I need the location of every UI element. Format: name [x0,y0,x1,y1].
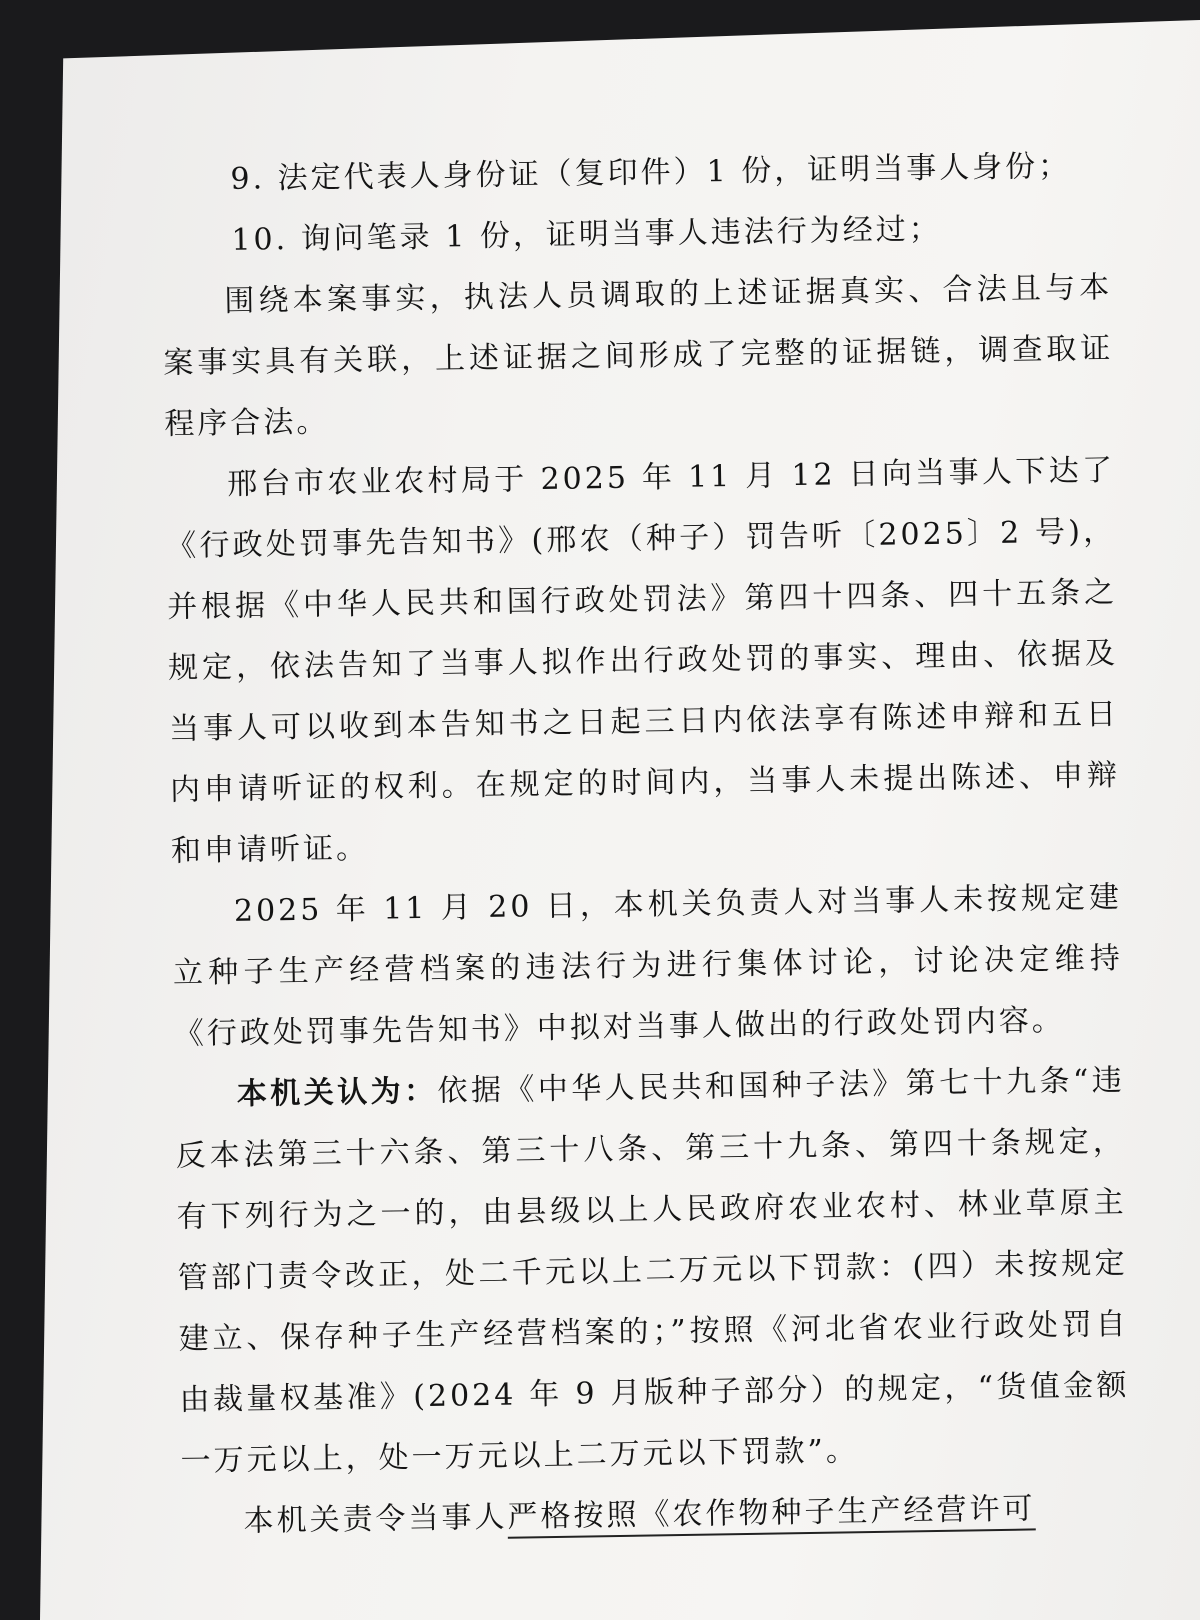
evidence-item-10: 10. 询问笔录 1 份，证明当事人违法行为经过； [231,211,943,258]
paragraph-prior-notice: 邢台市农业农村局于 2025 年 11 月 12 日向当事人下达了《行政处罚事先告知书》(邢农（种子）罚告听〔2025〕2 号)，并根据《中华人民共和国行政处罚法》第四十四条、四十五条之规定，依法告知了当事人拟作出行政处罚的事实、理由、依据及当事人可以收到本告知书之日起三日内依法享有陈述申辩和五日内申请听证的权利。在规定的时间内，当事人未提出陈述、申辩和申请听证。 [165,453,1121,869]
paragraph-collective-discussion: 2025 年 11 月 20 日，本机关负责人对当事人未按规定建立种子生产经营档案的违法行为进行集体讨论，讨论决定维持《行政处罚事先告知书》中拟对当事人做出的行政处罚内容。 [172,879,1124,1052]
order-lead-text: 本机关责令当事人 [243,1499,508,1539]
order-underlined-text: 严格按照《农作物种子生产经营许可 [507,1491,1036,1538]
paragraph-evidence-summary: 围绕本案事实，执法人员调取的上述证据真实、合法且与本案事实具有关联，上述证据之间形成了完整的证据链，调查取证程序合法。 [163,270,1114,442]
evidence-item-9: 9. 法定代表人身份证（复印件）1 份，证明当事人身份； [230,148,1072,197]
agency-opinion-heading: 本机关认为： [236,1073,438,1112]
document-body [160,135,1132,1553]
paragraph-agency-opinion [174,1050,1131,1492]
agency-opinion-text: 依据《中华人民共和国种子法》第七十九条“违反本法第三十六条、第三十八条、第三十九条、第四十条规定，有下列行为之一的，由县级以上人民政府农业农村、林业草原主管部门责令改正，处二千元以上二万元以下罚款：(四）未按规定建立、保存种子生产经营档案的；”按照《河北省农业行政处罚自由裁量权基准》(2024 年 9 月版种子部分）的规定，“货值金额一万元以上，处一万元以上二万元以下罚款”。 [175,1062,1130,1479]
